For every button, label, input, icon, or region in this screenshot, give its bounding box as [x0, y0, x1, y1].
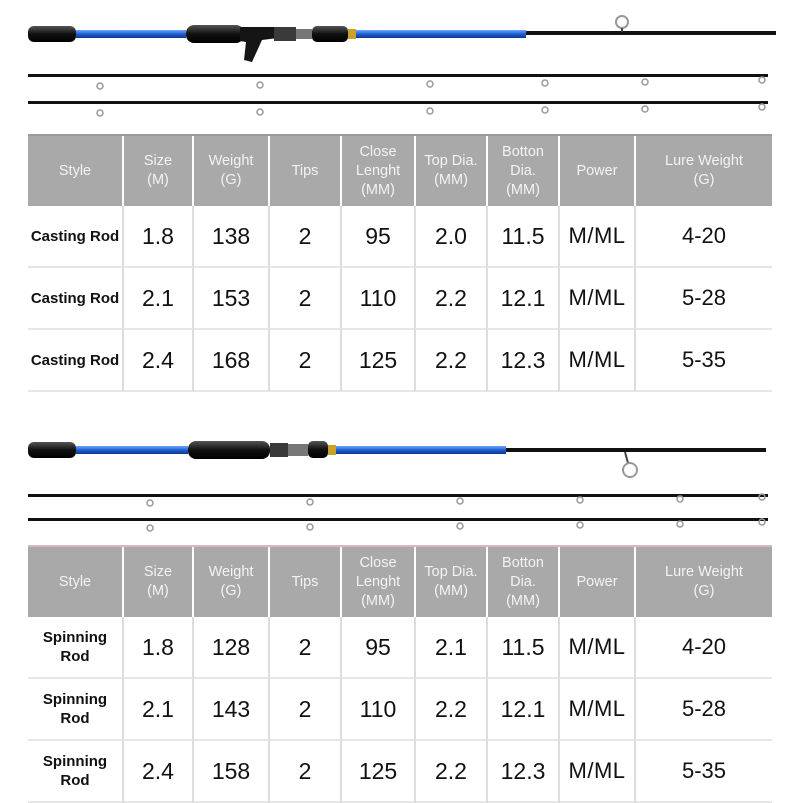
cell-weight: 158	[194, 741, 270, 803]
casting-rod-butt-section	[28, 16, 776, 62]
cell-top-dia: 2.0	[416, 206, 488, 268]
table-row	[28, 206, 772, 268]
cell-power: M/ML	[560, 679, 636, 741]
cell-weight: 153	[194, 268, 270, 330]
cell-weight: 138	[194, 206, 270, 268]
cell-top-dia: 2.2	[416, 741, 488, 803]
cell-weight: 143	[194, 679, 270, 741]
cell-bottom-dia: 11.5	[488, 617, 560, 679]
header-power: Power	[560, 547, 636, 617]
header-size: Size (M)	[124, 547, 194, 617]
cell-lure-weight: 5-28	[636, 679, 772, 741]
cell-power: M/ML	[560, 741, 636, 803]
casting-rod-tip-section-2	[28, 101, 768, 116]
casting-rod-illustration	[0, 0, 800, 130]
header-weight: Weight (G)	[194, 547, 270, 617]
cell-size: 1.8	[124, 206, 194, 268]
cell-close-length: 125	[342, 330, 416, 392]
cell-tips: 2	[270, 617, 342, 679]
cell-lure-weight: 5-35	[636, 741, 772, 803]
cell-style: Spinning Rod	[28, 741, 124, 803]
cell-tips: 2	[270, 206, 342, 268]
cell-lure-weight: 5-28	[636, 268, 772, 330]
header-style: Style	[28, 136, 124, 206]
cell-top-dia: 2.2	[416, 268, 488, 330]
spinning-rod-butt-section	[28, 441, 766, 477]
spinning-rod-tip-section-1	[28, 494, 768, 506]
header-tips: Tips	[270, 547, 342, 617]
table-row	[28, 617, 772, 679]
cell-close-length: 110	[342, 679, 416, 741]
cell-power: M/ML	[560, 268, 636, 330]
cell-close-length: 95	[342, 617, 416, 679]
cell-tips: 2	[270, 741, 342, 803]
cell-size: 2.4	[124, 330, 194, 392]
cell-lure-weight: 4-20	[636, 206, 772, 268]
cell-weight: 168	[194, 330, 270, 392]
casting-rod-spec-table	[28, 134, 772, 392]
cell-bottom-dia: 12.1	[488, 679, 560, 741]
cell-tips: 2	[270, 679, 342, 741]
cell-style: Spinning Rod	[28, 679, 124, 741]
casting-rod-tip-section-1	[28, 74, 768, 89]
table-row	[28, 741, 772, 803]
cell-style: Casting Rod	[28, 206, 124, 268]
header-power: Power	[560, 136, 636, 206]
cell-tips: 2	[270, 268, 342, 330]
cell-size: 1.8	[124, 617, 194, 679]
spinning-rod-spec-table	[28, 545, 772, 803]
cell-size: 2.4	[124, 741, 194, 803]
table-row	[28, 330, 772, 392]
cell-style: Casting Rod	[28, 330, 124, 392]
table-row	[28, 268, 772, 330]
cell-top-dia: 2.2	[416, 679, 488, 741]
cell-tips: 2	[270, 330, 342, 392]
cell-lure-weight: 4-20	[636, 617, 772, 679]
header-close-length: Close Lenght (MM)	[342, 136, 416, 206]
header-size: Size (M)	[124, 136, 194, 206]
header-top-dia: Top Dia. (MM)	[416, 547, 488, 617]
header-lure-weight: Lure Weight (G)	[636, 136, 772, 206]
table-header-row	[28, 547, 772, 617]
header-bottom-dia: Botton Dia. (MM)	[488, 136, 560, 206]
table-header-row	[28, 136, 772, 206]
cell-size: 2.1	[124, 268, 194, 330]
cell-power: M/ML	[560, 617, 636, 679]
cell-style: Casting Rod	[28, 268, 124, 330]
header-top-dia: Top Dia. (MM)	[416, 136, 488, 206]
cell-bottom-dia: 12.3	[488, 741, 560, 803]
header-style: Style	[28, 547, 124, 617]
header-lure-weight: Lure Weight (G)	[636, 547, 772, 617]
cell-top-dia: 2.1	[416, 617, 488, 679]
header-close-length: Close Lenght (MM)	[342, 547, 416, 617]
header-weight: Weight (G)	[194, 136, 270, 206]
cell-size: 2.1	[124, 679, 194, 741]
cell-power: M/ML	[560, 330, 636, 392]
cell-lure-weight: 5-35	[636, 330, 772, 392]
cell-close-length: 95	[342, 206, 416, 268]
cell-bottom-dia: 12.3	[488, 330, 560, 392]
header-bottom-dia: Botton Dia. (MM)	[488, 547, 560, 617]
cell-top-dia: 2.2	[416, 330, 488, 392]
cell-bottom-dia: 12.1	[488, 268, 560, 330]
cell-weight: 128	[194, 617, 270, 679]
cell-style: Spinning Rod	[28, 617, 124, 679]
cell-power: M/ML	[560, 206, 636, 268]
table-row	[28, 679, 772, 741]
spinning-rod-tip-section-2	[28, 518, 768, 531]
cell-bottom-dia: 11.5	[488, 206, 560, 268]
spinning-rod-illustration	[0, 425, 800, 545]
cell-close-length: 110	[342, 268, 416, 330]
header-tips: Tips	[270, 136, 342, 206]
cell-close-length: 125	[342, 741, 416, 803]
